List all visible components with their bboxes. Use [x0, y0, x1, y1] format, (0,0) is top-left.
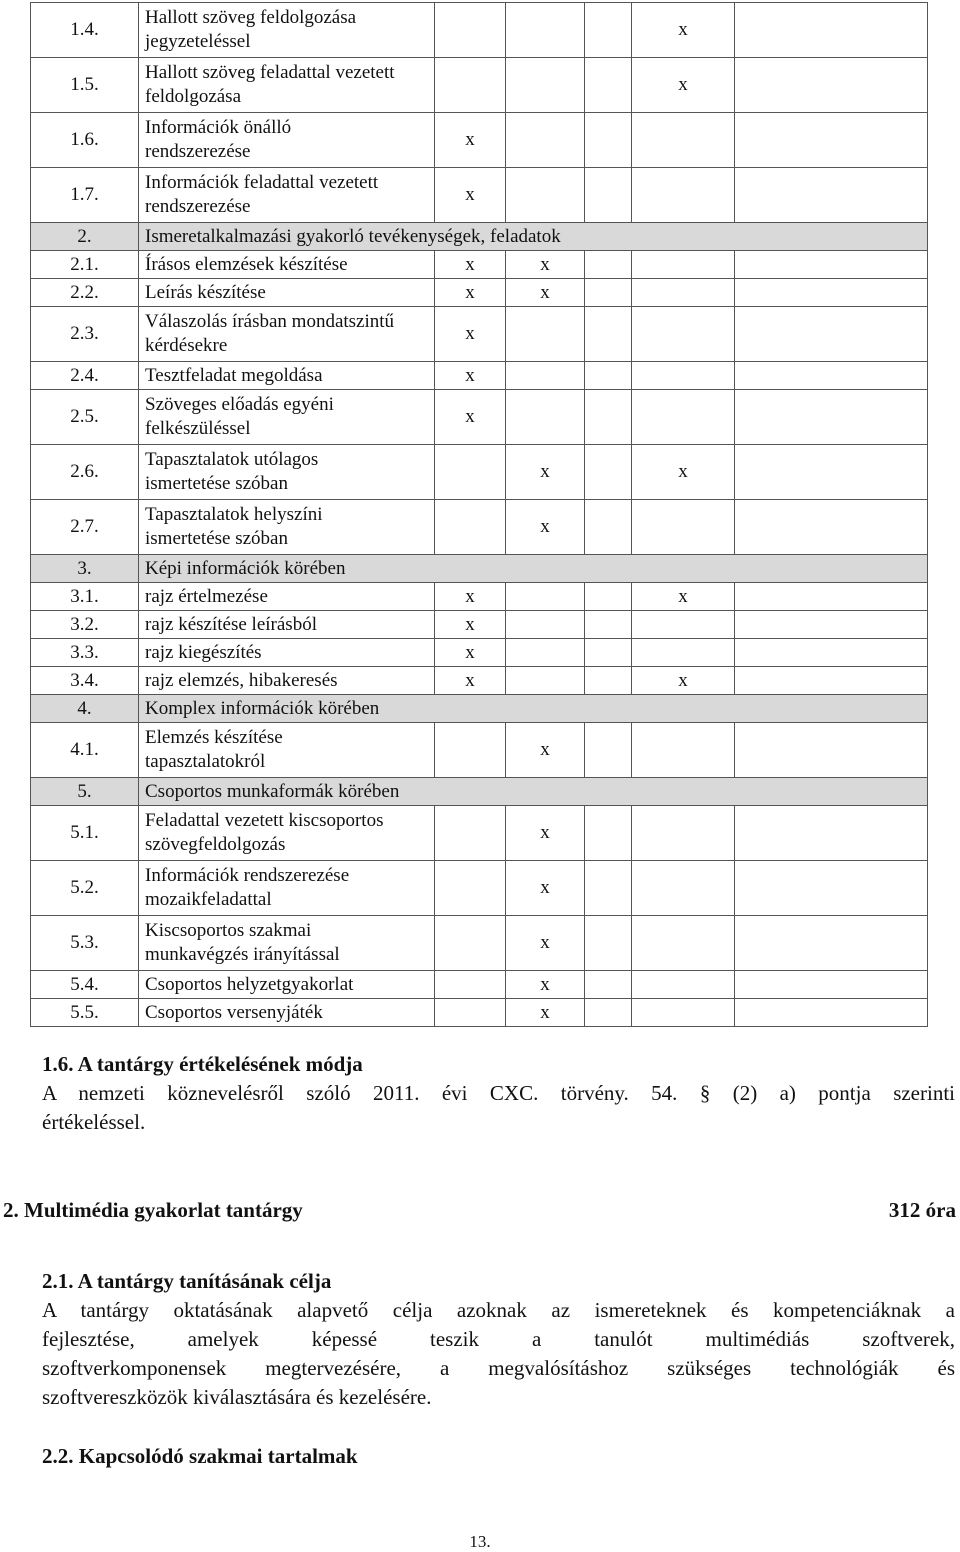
mark-cell [632, 168, 735, 223]
row-label [139, 307, 435, 362]
mark-cell [585, 999, 632, 1027]
mark-cell: x [506, 861, 585, 916]
mark-cell [632, 723, 735, 778]
row-number: 3.1. [31, 583, 139, 611]
row-label-line: Feladattal vezetett kiscsoportos [145, 810, 384, 831]
table-row [31, 362, 928, 390]
row-label [139, 806, 435, 861]
mark-cell [585, 500, 632, 555]
mark-cell [735, 916, 928, 971]
table-row [31, 113, 928, 168]
row-label-line: feldolgozása [145, 86, 242, 107]
related-heading: 2.2. Kapcsolódó szakmai tartalmak [42, 1444, 358, 1468]
row-label-line: Kiscsoportos szakmai [145, 920, 312, 941]
mark-cell [506, 168, 585, 223]
mark-cell [506, 362, 585, 390]
row-label-line: ismertetése szóban [145, 528, 288, 549]
row-number: 5.1. [31, 806, 139, 861]
mark-cell: x [506, 999, 585, 1027]
mark-cell [585, 583, 632, 611]
mark-cell [735, 667, 928, 695]
row-label-line: Szöveges előadás egyéni [145, 394, 334, 415]
row-label-line: Tapasztalatok helyszíni [145, 504, 323, 525]
mark-cell [585, 251, 632, 279]
mark-cell [632, 611, 735, 639]
mark-cell [585, 667, 632, 695]
table-row [31, 971, 928, 999]
mark-cell [735, 390, 928, 445]
row-number: 4. [31, 695, 139, 723]
mark-cell: x [632, 3, 735, 58]
mark-cell: x [506, 971, 585, 999]
goal-line-2: fejlesztése, amelyek képessé teszik a tanulót multimédiás szoftverek, [42, 1327, 955, 1351]
row-number: 1.6. [31, 113, 139, 168]
row-number: 2.7. [31, 500, 139, 555]
row-number: 1.7. [31, 168, 139, 223]
table-row [31, 999, 928, 1027]
row-label-line: szövegfeldolgozás [145, 834, 286, 855]
mark-cell [735, 58, 928, 113]
row-label-line: rendszerezése [145, 196, 251, 217]
section-label [139, 778, 928, 806]
mark-cell [735, 583, 928, 611]
row-label-line: rajz elemzés, hibakeresés [145, 669, 338, 691]
mark-cell [435, 723, 506, 778]
row-label [139, 3, 435, 58]
row-label-line: Írásos elemzések készítése [145, 253, 348, 275]
row-label-line: Csoportos versenyjáték [145, 1001, 323, 1023]
mark-cell [435, 916, 506, 971]
mark-cell [632, 916, 735, 971]
row-label [139, 861, 435, 916]
row-label-line: Információk rendszerezése [145, 865, 350, 886]
mark-cell [735, 307, 928, 362]
row-number: 5. [31, 778, 139, 806]
mark-cell [585, 611, 632, 639]
evaluation-text-line-2: értékeléssel. [42, 1110, 146, 1134]
mark-cell [506, 113, 585, 168]
mark-cell [585, 279, 632, 307]
section-label [139, 695, 928, 723]
row-label-line: Elemzés készítése [145, 727, 283, 748]
section-row [31, 778, 928, 806]
row-number: 5.4. [31, 971, 139, 999]
subject-title: 2. Multimédia gyakorlat tantárgy [3, 1198, 303, 1222]
mark-cell [632, 861, 735, 916]
row-label [139, 723, 435, 778]
row-label-line: Csoportos helyzetgyakorlat [145, 973, 354, 995]
row-number: 2. [31, 223, 139, 251]
mark-cell [585, 916, 632, 971]
goal-line-4: szoftvereszközök kiválasztására és kezelésére. [42, 1385, 432, 1409]
row-label [139, 445, 435, 500]
row-number: 2.6. [31, 445, 139, 500]
table-row [31, 500, 928, 555]
row-label [139, 667, 435, 695]
row-label-line: munkavégzés irányítással [145, 944, 340, 965]
mark-cell [735, 806, 928, 861]
row-number: 3.3. [31, 639, 139, 667]
table-row [31, 667, 928, 695]
mark-cell [435, 971, 506, 999]
row-label [139, 971, 435, 999]
row-number: 5.5. [31, 999, 139, 1027]
mark-cell [506, 583, 585, 611]
row-label-line: mozaikfeladattal [145, 889, 272, 910]
row-label [139, 583, 435, 611]
row-label-line: kérdésekre [145, 335, 228, 356]
mark-cell: x [506, 500, 585, 555]
row-number: 2.3. [31, 307, 139, 362]
page-number: 13. [469, 1532, 491, 1551]
table-row [31, 307, 928, 362]
row-number: 1.4. [31, 3, 139, 58]
row-label-line: rajz értelmezése [145, 585, 268, 607]
row-label [139, 113, 435, 168]
mark-cell: x [435, 639, 506, 667]
mark-cell [735, 971, 928, 999]
row-label-line: rendszerezése [145, 141, 251, 162]
mark-cell [435, 445, 506, 500]
row-number: 3. [31, 555, 139, 583]
row-label [139, 390, 435, 445]
mark-cell [506, 3, 585, 58]
table-row [31, 445, 928, 500]
row-label [139, 999, 435, 1027]
mark-cell: x [435, 279, 506, 307]
mark-cell [735, 611, 928, 639]
mark-cell [506, 667, 585, 695]
mark-cell [506, 307, 585, 362]
mark-cell [632, 113, 735, 168]
mark-cell [585, 390, 632, 445]
table-row [31, 58, 928, 113]
mark-cell [585, 168, 632, 223]
table-row [31, 806, 928, 861]
row-label [139, 251, 435, 279]
mark-cell [735, 500, 928, 555]
mark-cell [735, 3, 928, 58]
row-label-line: jegyzeteléssel [145, 31, 251, 52]
mark-cell: x [632, 445, 735, 500]
mark-cell: x [506, 916, 585, 971]
section-label-text: Ismeretalkalmazási gyakorló tevékenységek, feladatok [145, 225, 561, 247]
evaluation-heading: 1.6. A tantárgy értékelésének módja [42, 1052, 363, 1076]
mark-cell [735, 251, 928, 279]
section-label-text: Komplex információk körében [145, 697, 380, 719]
row-number: 2.4. [31, 362, 139, 390]
mark-cell [632, 999, 735, 1027]
table-row [31, 861, 928, 916]
mark-cell: x [435, 362, 506, 390]
mark-cell [585, 58, 632, 113]
mark-cell [735, 999, 928, 1027]
mark-cell [585, 307, 632, 362]
goal-line-3: szoftverkomponensek megtervezésére, a megvalósításhoz szükséges technológiák és [42, 1356, 955, 1380]
mark-cell [735, 445, 928, 500]
mark-cell [632, 362, 735, 390]
row-number: 4.1. [31, 723, 139, 778]
row-label [139, 639, 435, 667]
row-label-line: ismertetése szóban [145, 473, 288, 494]
row-label [139, 362, 435, 390]
mark-cell [435, 58, 506, 113]
mark-cell [632, 390, 735, 445]
row-label [139, 58, 435, 113]
mark-cell [585, 445, 632, 500]
activity-table [30, 2, 928, 1027]
mark-cell [506, 58, 585, 113]
mark-cell: x [435, 307, 506, 362]
table-row [31, 3, 928, 58]
mark-cell: x [506, 723, 585, 778]
table-row [31, 390, 928, 445]
mark-cell: x [435, 611, 506, 639]
mark-cell [585, 639, 632, 667]
goal-line-1: A tantárgy oktatásának alapvető célja azoknak az ismereteknek és kompetenciáknak a [42, 1298, 955, 1322]
row-label-line: Tapasztalatok utólagos [145, 449, 319, 470]
table-row [31, 583, 928, 611]
row-label-line: Válaszolás írásban mondatszintű [145, 311, 395, 332]
row-label [139, 500, 435, 555]
mark-cell [506, 390, 585, 445]
row-label [139, 168, 435, 223]
mark-cell: x [435, 583, 506, 611]
table-row [31, 639, 928, 667]
table-row [31, 168, 928, 223]
mark-cell [506, 639, 585, 667]
table-row [31, 723, 928, 778]
table-row [31, 611, 928, 639]
row-number: 2.5. [31, 390, 139, 445]
mark-cell [435, 861, 506, 916]
mark-cell [585, 362, 632, 390]
row-label-line: rajz készítése leírásból [145, 613, 317, 635]
goal-heading: 2.1. A tantárgy tanításának célja [42, 1269, 332, 1293]
row-label [139, 611, 435, 639]
row-label-line: felkészüléssel [145, 418, 251, 439]
mark-cell [735, 639, 928, 667]
mark-cell [632, 971, 735, 999]
mark-cell [735, 113, 928, 168]
row-label-line: Leírás készítése [145, 281, 266, 303]
mark-cell [585, 806, 632, 861]
mark-cell [585, 971, 632, 999]
mark-cell: x [632, 58, 735, 113]
mark-cell [435, 806, 506, 861]
mark-cell [632, 251, 735, 279]
mark-cell [435, 3, 506, 58]
mark-cell: x [506, 806, 585, 861]
mark-cell [435, 999, 506, 1027]
row-label [139, 916, 435, 971]
mark-cell: x [506, 251, 585, 279]
mark-cell: x [435, 168, 506, 223]
row-label-line: Tesztfeladat megoldása [145, 364, 323, 386]
mark-cell [632, 500, 735, 555]
mark-cell: x [435, 390, 506, 445]
mark-cell [632, 307, 735, 362]
section-label-text: Képi információk körében [145, 557, 346, 579]
mark-cell: x [435, 251, 506, 279]
table-row [31, 279, 928, 307]
section-label [139, 555, 928, 583]
mark-cell: x [632, 667, 735, 695]
mark-cell [735, 723, 928, 778]
section-row [31, 555, 928, 583]
row-label-line: rajz kiegészítés [145, 641, 262, 663]
row-number: 5.3. [31, 916, 139, 971]
mark-cell [632, 639, 735, 667]
mark-cell [585, 3, 632, 58]
mark-cell [506, 611, 585, 639]
row-number: 2.1. [31, 251, 139, 279]
subject-hours: 312 óra [888, 1198, 956, 1222]
mark-cell: x [506, 445, 585, 500]
row-label-line: Információk feladattal vezetett [145, 172, 379, 193]
evaluation-text-line-1: A nemzeti köznevelésről szóló 2011. évi CXC. törvény. 54. § (2) a) pontja szerinti [42, 1081, 955, 1105]
row-number: 3.4. [31, 667, 139, 695]
row-label-line: Hallott szöveg feladattal vezetett [145, 62, 395, 83]
mark-cell [735, 168, 928, 223]
mark-cell [585, 723, 632, 778]
section-label-text: Csoportos munkaformák körében [145, 780, 400, 802]
row-label-line: tapasztalatokról [145, 751, 266, 772]
table-row [31, 251, 928, 279]
section-row [31, 223, 928, 251]
mark-cell [632, 806, 735, 861]
mark-cell: x [632, 583, 735, 611]
row-label [139, 279, 435, 307]
mark-cell [735, 279, 928, 307]
row-number: 2.2. [31, 279, 139, 307]
row-label-line: Információk önálló [145, 117, 292, 138]
row-number: 1.5. [31, 58, 139, 113]
mark-cell [585, 113, 632, 168]
section-row [31, 695, 928, 723]
mark-cell: x [435, 667, 506, 695]
mark-cell: x [435, 113, 506, 168]
row-number: 5.2. [31, 861, 139, 916]
mark-cell [735, 861, 928, 916]
mark-cell [585, 861, 632, 916]
table-row [31, 916, 928, 971]
row-number: 3.2. [31, 611, 139, 639]
mark-cell [632, 279, 735, 307]
mark-cell [735, 362, 928, 390]
row-label-line: Hallott szöveg feldolgozása [145, 7, 357, 28]
mark-cell [435, 500, 506, 555]
mark-cell: x [506, 279, 585, 307]
section-label [139, 223, 928, 251]
